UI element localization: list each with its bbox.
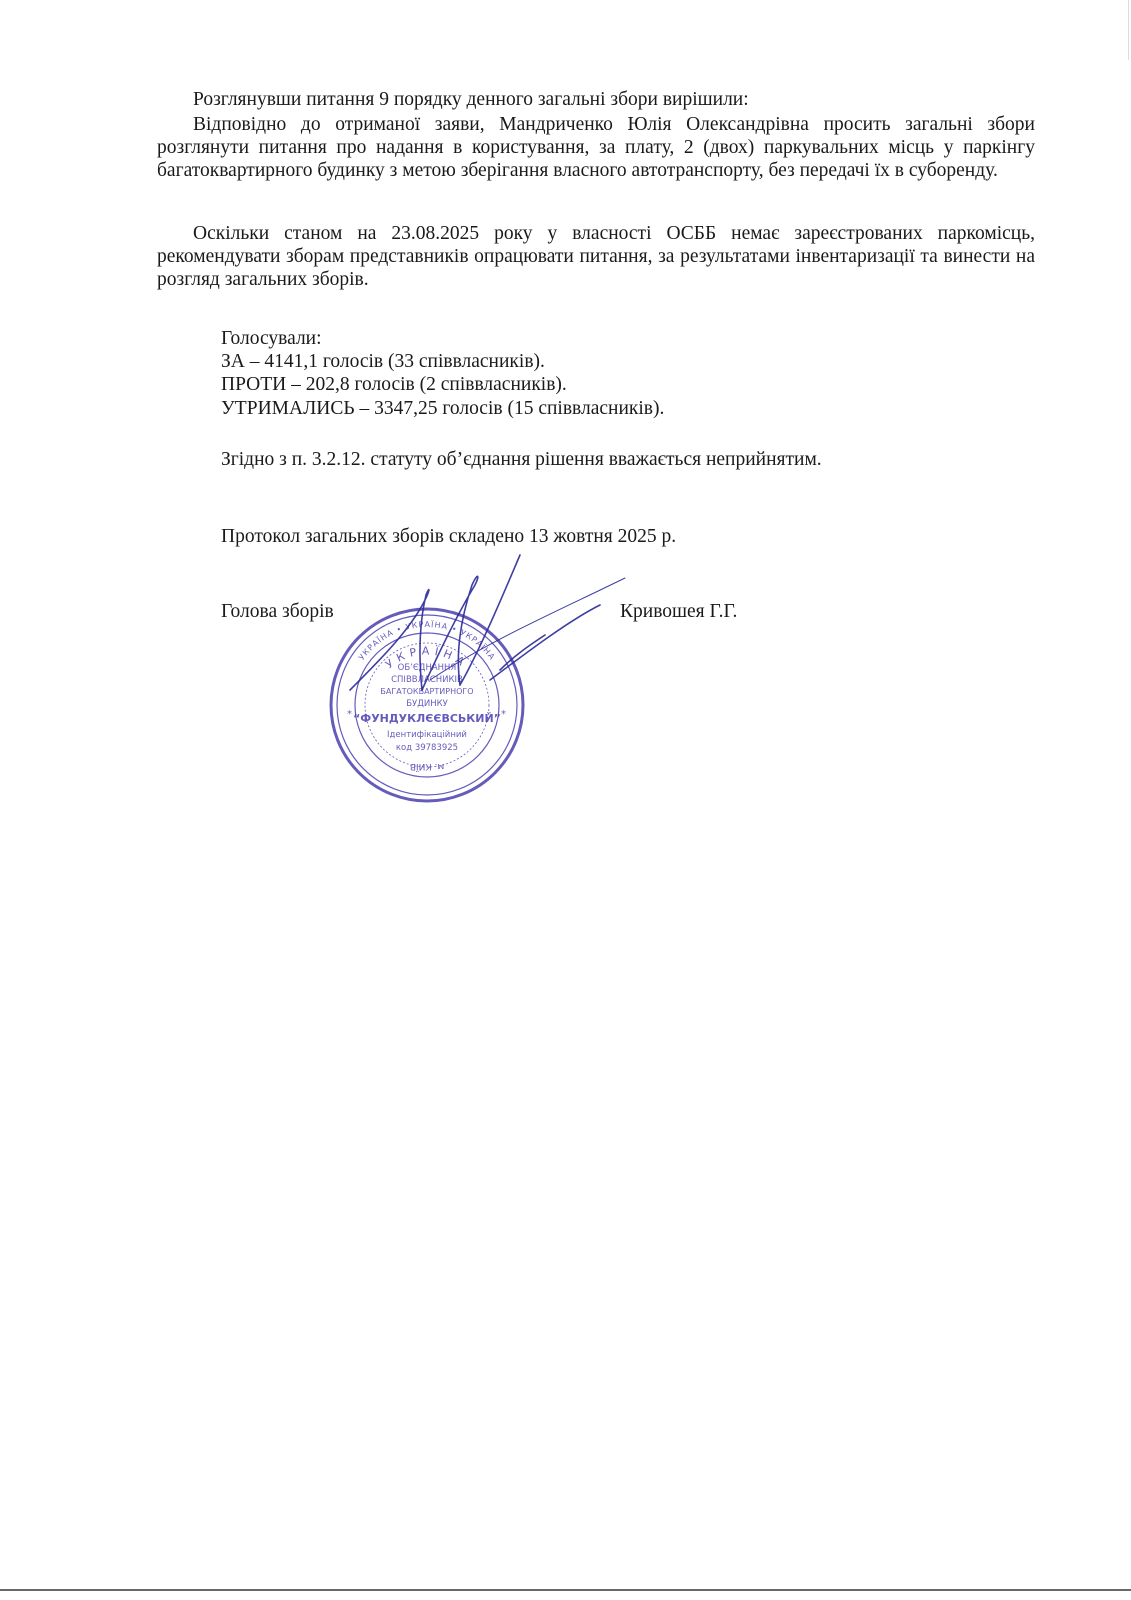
recommendation-paragraph: Оскільки станом на 23.08.2025 року у власності ОСББ немає зареєстрованих паркомісць, рекомендувати зборам представників опрацювати питання, за результатами інвентаризації та винести на розгляд загальних зборів. [157,223,1035,290]
request-paragraph: Відповідно до отриманої заяви, Мандриченко Юлія Олександрівна просить загальні збори розглянути питання про надання в користування, за плату, 2 (двох) паркувальних місць у паркінгу багатоквартирного будинку з метою зберігання власного автотранспорту, без передачі їх в суборенду. [157,114,1035,181]
svg-text:*: * [501,709,506,720]
svg-text:УКРАЇНА • УКРАЇНА • УКРАЇНА: УКРАЇНА • УКРАЇНА • УКРАЇНА [357,619,497,662]
stamp-line: БУДИНКУ [406,699,448,709]
stamp-line: ОБ’ЄДНАННЯ [397,663,457,673]
voting-heading: Голосували: [221,328,322,349]
scan-edge-right [1128,0,1129,60]
svg-text:*: * [347,709,352,720]
protocol-date: Протокол загальних зборів складено 13 жовтня 2025 р. [221,526,677,547]
stamp-name: “ФУНДУКЛЄЄВСЬКИЙ” [353,712,501,725]
chair-name: Кривошея Г.Г. [620,601,738,622]
chair-label: Голова зборів [221,601,334,622]
decision-statement: Згідно з п. 3.2.12. статуту об’єднання рішення вважається неприйнятим. [221,449,822,470]
chair-signature [330,540,630,720]
vote-for: ЗА – 4141,1 голосів (33 співвласників). [221,351,545,372]
stamp-city: м. КИЇВ [409,761,445,771]
scan-edge-line [0,1589,1131,1591]
vote-against: ПРОТИ – 202,8 голосів (2 співвласників). [221,374,567,395]
stamp-code: код 39783925 [395,743,459,753]
stamp-id-label: Ідентифікаційний [387,730,467,740]
stamp-country: УКРАЇНА [383,644,471,672]
vote-abstained: УТРИМАЛИСЬ – 3347,25 голосів (15 співвласників). [221,398,665,419]
stamp-line: СПІВВЛАСНИКІВ [391,675,463,685]
intro-paragraph: Розглянувши питання 9 порядку денного загальні збори вирішили: [193,89,749,110]
stamp-line: БАГАТОКВАРТИРНОГО [380,687,474,696]
